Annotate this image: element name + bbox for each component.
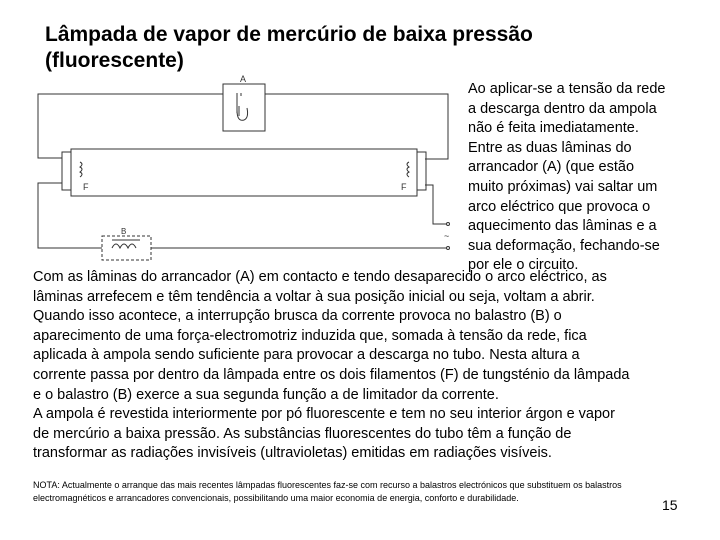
text-line: e o balastro (B) exerce a sua segunda função a de limitador da corrente. <box>33 386 499 403</box>
text-line: transformar as radiações invisíveis (ultravioletas) emitidas em radiações visíveis. <box>33 445 552 462</box>
label-a: A <box>240 74 247 84</box>
text-line: por ele o circuito. <box>468 257 579 274</box>
title-line: Lâmpada de vapor de mercúrio de baixa pressão <box>45 23 533 46</box>
text-line: sua deformação, fechando-se <box>468 237 660 254</box>
side-paragraph <box>468 80 666 276</box>
title-line: (fluorescente) <box>45 49 184 72</box>
text-line: arco eléctrico que provoca o <box>468 198 651 215</box>
text-line: Entre as duas lâminas do <box>468 139 632 156</box>
ac-symbol: ~ <box>444 231 450 241</box>
text-line: aplicada à ampola sendo suficiente para provocar a descarga no tubo. Nesta altura a <box>33 347 580 364</box>
label-f-left: F <box>83 182 89 192</box>
ballast-coil <box>112 240 140 248</box>
filament-right <box>407 162 409 177</box>
text-line: de mercúrio a baixa pressão. As substâncias fluorescentes do tubo têm a função de <box>33 425 572 442</box>
starter-contacts <box>237 93 248 120</box>
wires <box>38 94 448 248</box>
text-line: aparecimento de uma força-electromotriz induzida que, somada à tensão da rede, fica <box>33 327 587 344</box>
text-line: aquecimento das lâminas e a <box>468 218 657 235</box>
body-paragraph <box>33 268 629 464</box>
end-cap-left <box>62 152 71 190</box>
text-line: corrente passa por dentro da lâmpada entre os dois filamentos (F) de tungsténio da lâmpada <box>33 366 630 383</box>
terminal-top <box>447 223 450 226</box>
text-line: Quando isso acontece, a interrupção brusca da corrente provoca no balastro (B) o <box>33 308 562 325</box>
text-line: lâminas arrefecem e têm tendência a voltar à sua posição inicial ou seja, voltam a abrir. <box>33 288 595 305</box>
label-f-right: F <box>401 182 407 192</box>
lamp-tube <box>71 149 417 196</box>
starter-box <box>223 84 265 131</box>
end-cap-right <box>417 152 426 190</box>
text-line: muito próximas) vai saltar um <box>468 178 658 195</box>
text-line: Ao aplicar-se a tensão da rede <box>468 81 666 97</box>
text-line: NOTA: Actualmente o arranque das mais recentes lâmpadas fluorescentes faz-se com recurso a balastros electrónicos que substituem os balastros <box>33 480 622 490</box>
text-line: arrancador (A) (que estão <box>468 159 635 176</box>
filament-left <box>80 162 82 177</box>
terminal-bottom <box>447 247 450 250</box>
label-b: B <box>121 227 127 236</box>
text-line: Com as lâminas do arrancador (A) em contacto e tendo desaparecido o arco eléctrico, as <box>33 269 607 285</box>
page-number: 15 <box>662 497 678 513</box>
circuit-diagram <box>0 0 470 270</box>
text-line: não é feita imediatamente. <box>468 120 639 137</box>
text-line: a descarga dentro da ampola <box>468 100 657 117</box>
footnote <box>33 479 622 504</box>
text-line: A ampola é revestida interiormente por pó fluorescente e tem no seu interior árgon e vapor <box>33 406 615 423</box>
text-line: electromagnéticos e arrancadores convencionais, possibilitando uma maior economia de energia, conforto e durabilidade. <box>33 492 519 503</box>
